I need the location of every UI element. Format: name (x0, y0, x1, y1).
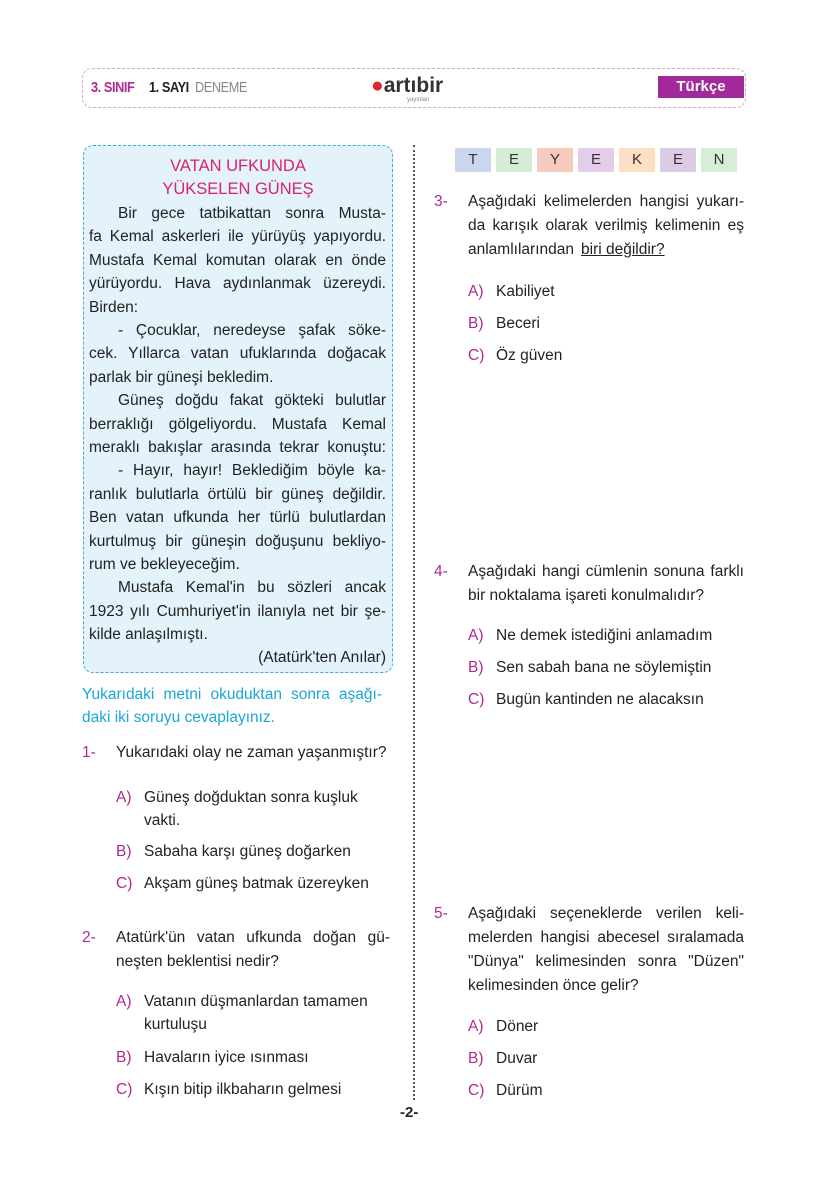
teyeken-letter: E (496, 148, 532, 172)
passage-line: kilde anlaşılmıştı. (89, 626, 208, 644)
question-emphasis: biri değildir? (581, 241, 665, 258)
question-number: 1- (82, 744, 96, 761)
option-label: A) (468, 627, 484, 644)
teyeken-letter: K (619, 148, 655, 172)
option-label: B) (468, 1050, 484, 1067)
passage-line: ranlık bulutlarla örtülü bir güneş değildir. (89, 485, 386, 503)
option-text: Beceri (496, 315, 540, 332)
option-label: C) (116, 1081, 133, 1098)
option-b[interactable] (116, 1047, 132, 1069)
grade-label: 3. SINIF (91, 79, 135, 96)
question-text: melerden hangisi abecesel sıralamada (468, 929, 744, 946)
teyeken-letter: E (578, 148, 614, 172)
passage-line: meraklı bakışlar arasında tekrar konuştu: (89, 439, 386, 456)
publisher-logo: ●artıbir yayınları (371, 74, 444, 103)
page-number: -2- (400, 1104, 419, 1121)
option-label: A) (116, 789, 132, 806)
teyeken-letter: Y (537, 148, 573, 172)
question-text: Atatürk'ün vatan ufkunda doğan gü- (116, 929, 390, 946)
question-text: da karışık olarak verilmiş kelimenin eş (468, 217, 744, 234)
option-c[interactable] (116, 873, 132, 895)
option-c[interactable] (468, 689, 484, 711)
question-text: Aşağıdaki hangi cümlenin sonuna farklı (468, 563, 744, 580)
option-text: Akşam güneş batmak üzereyken (144, 875, 369, 892)
option-text: Kabiliyet (496, 283, 555, 300)
passage-line: Birden: (89, 298, 139, 316)
option-text: vakti. (144, 812, 181, 829)
column-divider (413, 145, 415, 1100)
option-label: B) (116, 843, 132, 860)
option-text: Kışın bitip ilkbaharın gelmesi (144, 1081, 342, 1098)
question-number: 5- (434, 905, 448, 922)
option-label: C) (468, 1082, 485, 1099)
option-a[interactable] (116, 991, 132, 1013)
instruction-text: Yukarıdaki metni okuduktan sonra aşağı- (82, 686, 382, 703)
option-text: Sen sabah bana ne söylemiştin (496, 659, 712, 676)
option-text: Ne demek istediğini anlamadım (496, 627, 713, 644)
passage-line: - Hayır, hayır! Beklediğim böyle ka- (118, 462, 386, 480)
option-a[interactable] (468, 1016, 484, 1038)
passage-title: VATAN UFKUNDA (170, 157, 306, 175)
question-text: neşten beklentisi nedir? (116, 953, 279, 970)
question-text: Aşağıdaki kelimelerden hangisi yukarı- (468, 193, 744, 210)
passage-line: parlak bir güneşi bekledim. (89, 368, 274, 386)
instruction-text: daki iki soruyu cevaplayınız. (82, 709, 275, 726)
option-label: B) (468, 659, 484, 676)
passage-line: Ben vatan ufkunda her türlü bulutlardan (89, 509, 386, 527)
passage-line: Mustafa Kemal komutan olarak en önde (89, 251, 386, 269)
option-b[interactable] (468, 313, 484, 335)
option-text: Öz güven (496, 347, 563, 364)
option-text: Havaların iyice ısınması (144, 1049, 309, 1066)
teyeken-letter: E (660, 148, 696, 172)
page-header (82, 68, 746, 108)
passage-line: yürüyordu. Hava aydınlanmak üzereydi. (89, 275, 386, 293)
option-label: C) (468, 691, 485, 708)
passage-line: Bir gece tatbikattan sonra Musta- (118, 205, 386, 222)
option-c[interactable] (468, 1080, 484, 1102)
question-text: Yukarıdaki olay ne zaman yaşanmıştır? (116, 744, 387, 761)
option-text: Döner (496, 1018, 539, 1035)
option-text: Duvar (496, 1050, 538, 1067)
option-text: Sabaha karşı güneş doğarken (144, 843, 351, 860)
question-text: bir noktalama işareti konulmalıdır? (468, 587, 705, 604)
exam-label: DENEME (195, 79, 248, 96)
question-number: 2- (82, 929, 96, 946)
option-text: Bugün kantinden ne alacaksın (496, 691, 704, 708)
subject-badge: Türkçe (658, 76, 744, 98)
passage-title: YÜKSELEN GÜNEŞ (162, 180, 314, 198)
option-b[interactable] (468, 657, 484, 679)
option-text: Vatanın düşmanlardan tamamen (144, 993, 368, 1010)
option-label: B) (468, 315, 484, 332)
passage-source: (Atatürk'ten Anılar) (258, 649, 386, 666)
option-label: B) (116, 1049, 132, 1066)
issue-label: 1. SAYI (149, 79, 189, 96)
option-text: Güneş doğduktan sonra kuşluk (144, 789, 358, 806)
question-number: 3- (434, 193, 448, 210)
option-label: A) (116, 993, 132, 1010)
option-text: kurtuluşu (144, 1016, 207, 1033)
question-text: Aşağıdaki seçeneklerde verilen keli- (468, 905, 744, 922)
option-a[interactable] (468, 625, 484, 647)
option-a[interactable] (468, 281, 484, 303)
question-text: anlamlılarından (468, 241, 574, 258)
option-c[interactable] (468, 345, 484, 367)
question-text: "Dünya" kelimesinden sonra "Düzen" (468, 953, 744, 970)
passage-line: fa Kemal askerleri ile yürüyüş yapıyordu. (89, 228, 386, 246)
option-b[interactable] (468, 1048, 484, 1070)
option-c[interactable] (116, 1079, 132, 1101)
passage-line: - Çocuklar, neredeyse şafak söke- (118, 322, 386, 339)
option-label: A) (468, 1018, 484, 1035)
option-label: C) (116, 875, 133, 892)
question-text: kelimesinden önce gelir? (468, 977, 639, 994)
option-label: A) (468, 283, 484, 300)
option-a[interactable] (116, 787, 132, 809)
passage-line: berraklığı gölgeliyordu. Mustafa Kemal (89, 415, 386, 433)
teyeken-letter: N (701, 148, 737, 172)
passage-line: Güneş doğdu fakat gökteki bulutlar (118, 392, 386, 410)
option-b[interactable] (116, 841, 132, 863)
passage-line: kurtulmuş bir güneşin doğuşunu bekliyo- (89, 532, 386, 550)
question-number: 4- (434, 563, 448, 580)
passage-line: 1923 yılı Cumhuriyet'in ilanıyla net bir şe- (89, 602, 386, 620)
passage-line: rum ve bekleyeceğim. (89, 556, 240, 573)
passage-line: cek. Yıllarca vatan ufuklarında doğacak (89, 345, 386, 363)
option-label: C) (468, 347, 485, 364)
passage-line: Mustafa Kemal'in bu sözleri ancak (118, 579, 386, 597)
teyeken-letter: T (455, 148, 491, 172)
option-text: Dürüm (496, 1082, 543, 1099)
